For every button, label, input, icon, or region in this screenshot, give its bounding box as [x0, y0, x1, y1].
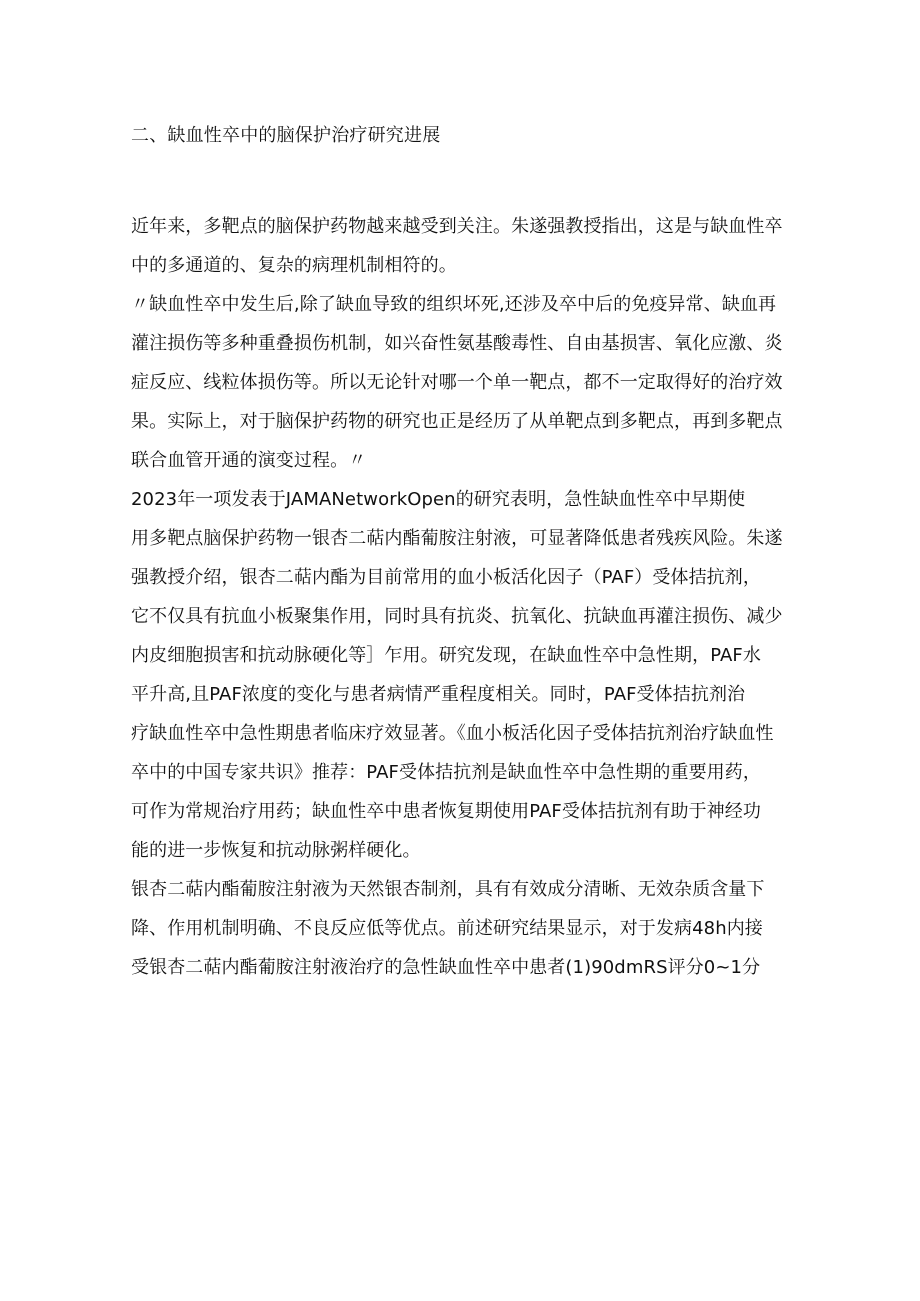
text-line: 灌注损伤等多种重叠损伤机制，如兴奋性氨基酸毒性、自由基损害、氧化应激、炎 — [131, 333, 783, 354]
text-line: 联合血管开通的演变过程。〃 — [131, 450, 367, 471]
text-line: 银杏二萜内酯葡胺注射液为天然银杏制剂，具有有效成分清晰、无效杂质含量下 — [131, 879, 765, 900]
text-line: 症反应、线粒体损伤等。所以无论针对哪一个单一靶点，都不一定取得好的治疗效 — [131, 372, 783, 393]
text-line: 可作为常规治疗用药；缺血性卒中患者恢复期使用PAF受体拮抗剂有助于神经功 — [131, 801, 761, 822]
text-line: 降、作用机制明确、不良反应低等优点。前述研究结果显示，对于发病48h内接 — [131, 918, 763, 939]
text-line: 能的进一步恢复和抗动脉粥样硬化。 — [131, 840, 421, 861]
section-heading: 二、缺血性卒中的脑保护治疗研究进展 — [131, 125, 441, 146]
text-line: 近年来，多靶点的脑保护药物越来越受到关注。朱遂强教授指出，这是与缺血性卒 — [131, 216, 783, 237]
text-line: 中的多通道的、复杂的病理机制相符的。 — [131, 255, 457, 276]
text-line: 〃缺血性卒中发生后,除了缺血导致的组织坏死,还涉及卒中后的免疫异常、缺血再 — [131, 294, 777, 315]
text-line: 疗缺血性卒中急性期患者临床疗效显著。《血小板活化因子受体拮抗剂治疗缺血性 — [131, 723, 774, 744]
body-text — [131, 207, 796, 987]
text-line: 它不仅具有抗血小板聚集作用，同时具有抗炎、抗氧化、抗缺血再灌注损伤、减少 — [131, 606, 783, 627]
text-line: 用多靶点脑保护药物一银杏二萜内酯葡胺注射液，可显著降低患者残疾风险。朱遂 — [131, 528, 783, 549]
text-line: 2023年一项发表于JAMANetworkOpen的研究表明，急性缺血性卒中早期使 — [131, 489, 746, 510]
text-line: 内皮细胞损害和抗动脉硬化等］乍用。研究发现，在缺血性卒中急性期，PAF水 — [131, 645, 761, 666]
text-line: 强教授介绍，银杏二萜内酯为目前常用的血小板活化因子（PAF）受体拮抗剂， — [131, 567, 761, 588]
text-line: 卒中的中国专家共识》推荐：PAF受体拮抗剂是缺血性卒中急性期的重要用药， — [131, 762, 761, 783]
text-line: 果。实际上，对于脑保护药物的研究也正是经历了从单靶点到多靶点，再到多靶点 — [131, 411, 783, 432]
text-line: 受银杏二萜内酯葡胺注射液治疗的急性缺血性卒中患者(1)90dmRS评分0~1分 — [131, 957, 761, 978]
text-line: 平升高,且PAF浓度的变化与患者病情严重程度相关。同时，PAF受体拮抗剂治 — [131, 684, 746, 705]
